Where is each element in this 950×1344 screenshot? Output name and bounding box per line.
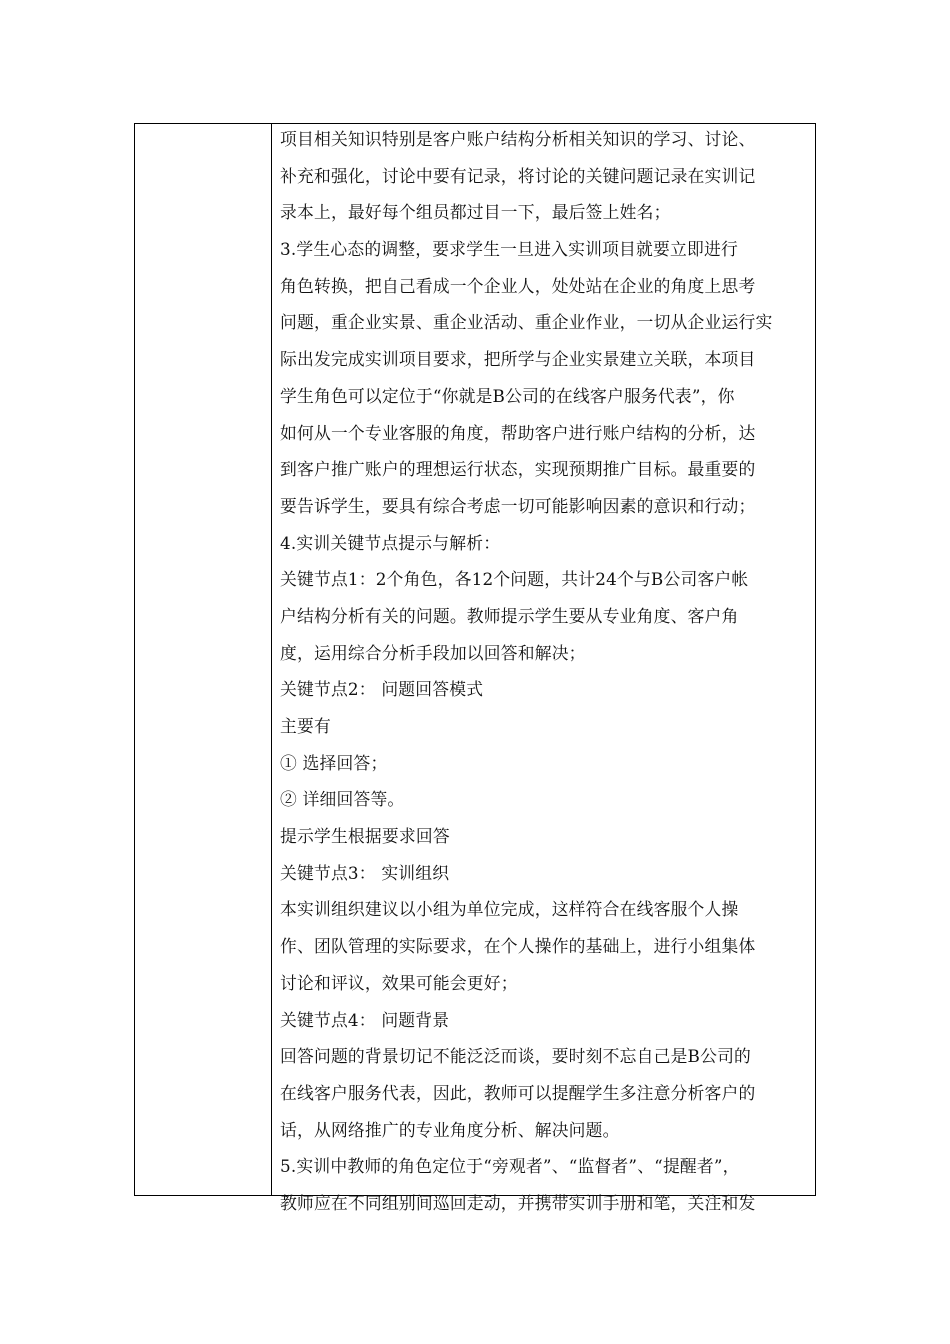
text-line: 主要有 bbox=[280, 716, 331, 736]
text-line: 在线客户服务代表，因此，教师可以提醒学生多注意分析客户的 bbox=[280, 1082, 756, 1103]
table-content-cell bbox=[272, 124, 815, 1213]
text-line: 关键节点4： 问题背景 bbox=[280, 1009, 450, 1030]
text-line: 际出发完成实训项目要求，把所学与企业实景建立关联，本项目 bbox=[280, 349, 756, 370]
text-line: 4.实训关键节点提示与解析： bbox=[280, 532, 501, 553]
text-line: 录本上，最好每个组员都过目一下，最后签上姓名； bbox=[280, 202, 671, 223]
text-line: 问题，重企业实景、重企业活动、重企业作业，一切从企业运行实 bbox=[280, 312, 773, 333]
table-label-cell bbox=[135, 124, 272, 1195]
text-line: 教师应在不同组别间巡回走动，并携带实训手册和笔，关注和发 bbox=[280, 1192, 756, 1213]
text-line: 如何从一个专业客服的角度，帮助客户进行账户结构的分析，达 bbox=[280, 422, 756, 443]
text-line: 学生角色可以定位于“你就是B公司的在线客户服务代表”，你 bbox=[280, 385, 735, 406]
text-line: 提示学生根据要求回答 bbox=[280, 826, 450, 847]
text-line: 补充和强化，讨论中要有记录，将讨论的关键问题记录在实训记 bbox=[280, 165, 756, 186]
text-line: 本实训组织建议以小组为单位完成，这样符合在线客服个人操 bbox=[280, 899, 739, 920]
text-line: ① 选择回答； bbox=[280, 752, 388, 773]
text-line: 项目相关知识特别是客户账户结构分析相关知识的学习、讨论、 bbox=[280, 129, 756, 149]
text-line: ② 详细回答等。 bbox=[280, 789, 405, 810]
text-line: 关键节点1：2个角色，各12个问题，共计24个与B公司客户帐 bbox=[280, 569, 749, 590]
text-line: 度，运用综合分析手段加以回答和解决； bbox=[280, 642, 586, 663]
text-line: 户结构分析有关的问题。教师提示学生要从专业角度、客户角 bbox=[280, 605, 739, 626]
document-table bbox=[134, 123, 816, 1213]
text-line: 要告诉学生，要具有综合考虑一切可能影响因素的意识和行动； bbox=[280, 495, 756, 516]
text-line: 关键节点3： 实训组织 bbox=[280, 862, 450, 883]
text-line: 角色转换，把自己看成一个企业人，处处站在企业的角度上思考 bbox=[280, 275, 756, 296]
text-line: 到客户推广账户的理想运行状态，实现预期推广目标。最重要的 bbox=[280, 459, 756, 480]
text-line: 话，从网络推广的专业角度分析、解决问题。 bbox=[280, 1119, 620, 1140]
text-line: 作、团队管理的实际要求，在个人操作的基础上，进行小组集体 bbox=[280, 936, 756, 957]
text-line: 关键节点2： 问题回答模式 bbox=[280, 679, 484, 700]
text-line: 3.学生心态的调整，要求学生一旦进入实训项目就要立即进行 bbox=[280, 239, 738, 260]
text-line: 回答问题的背景切记不能泛泛而谈，要时刻不忘自己是B公司的 bbox=[280, 1046, 752, 1067]
text-line: 讨论和评议，效果可能会更好； bbox=[280, 972, 518, 993]
text-line: 5.实训中教师的角色定位于“旁观者”、“监督者”、“提醒者”， bbox=[280, 1156, 740, 1177]
